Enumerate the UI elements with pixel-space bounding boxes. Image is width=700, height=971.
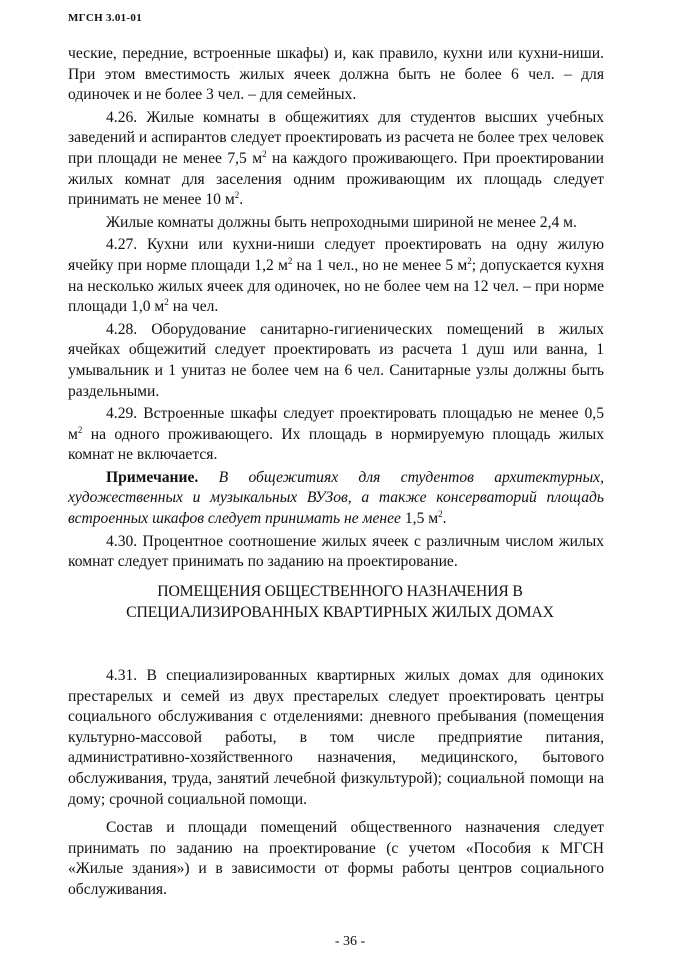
note-text: В общежитиях для студентов архитектурных, художественных и музыкальных ВУЗов, а также консерваторий площадь встроенных шкафов следует принимать не менее <box>68 468 604 528</box>
superscript: 2 <box>234 189 240 200</box>
superscript: 2 <box>262 148 267 159</box>
paragraph-4-26-part-b: на каждого проживающего. При проектировании жилых комнат для заселения одним проживающим их площадь следует принимать не менее 10 м <box>68 149 604 209</box>
paragraph-4-26-part-c: . <box>239 191 244 209</box>
note-value: 1,5 м <box>404 510 439 528</box>
note-label: Примечание. <box>106 468 199 486</box>
paragraph-4-26 <box>68 108 604 211</box>
paragraph-4-27-part-c: ; допускается кухня на несколько жилых ячеек для одиночек, но не более чем на 12 чел. – при норме площади 1,0 м <box>68 256 604 316</box>
paragraph-4-27-part-b: на 1 чел., но не менее 5 м <box>292 256 468 274</box>
paragraph-4-27-part-a: 4.27. Кухни или кухни-ниши следует проектировать на одну жилую ячейку при норме площади 1,2 м <box>68 236 604 274</box>
superscript: 2 <box>438 508 443 519</box>
paragraph-4-30: 4.30. Процентное соотношение жилых ячеек с различным числом жилых комнат следует принимать по заданию на проектирование. <box>68 532 604 571</box>
paragraph-continuation: ческие, передние, встроенные шкафы) и, как правило, кухни или кухни-ниши. При этом вместимость жилых ячеек должна быть не более 6 чел. – для одиночек и не более 3 чел. – для семейных. <box>68 45 604 104</box>
superscript: 2 <box>467 255 472 266</box>
paragraph-4-27-part-d: на чел. <box>168 298 219 316</box>
page-number: - 36 - <box>334 934 366 949</box>
superscript: 2 <box>164 296 169 307</box>
note-end: . <box>442 510 447 528</box>
paragraph-4-26-continued: Жилые комнаты должны быть непроходными шириной не менее 2,4 м. <box>106 213 577 231</box>
paragraph-4-26-part-a: 4.26. Жилые комнаты в общежитиях для студентов высших учебных заведений и аспирантов следует проектировать из расчета не более трех человек при площади не менее 7,5 м <box>68 108 604 167</box>
paragraph-4-29 <box>68 404 604 466</box>
paragraph-4-31-continued: Состав и площади помещений общественного назначения следует принимать по заданию на проектирование (с учетом «Пособия к МГСН «Жилые здания») и в зависимости от формы работы центров социального обслуживания. <box>68 819 604 898</box>
paragraph-4-29-part-a: 4.29. Встроенные шкафы следует проектировать площадью не менее 0,5 м <box>68 405 604 443</box>
section-heading: ПОМЕЩЕНИЯ ОБЩЕСТВЕННОГО НАЗНАЧЕНИЯ В СПЕЦИАЛИЗИРОВАННЫХ КВАРТИРНЫХ ЖИЛЫХ ДОМАХ <box>126 583 554 621</box>
paragraph-4-29-part-b: на одного проживающего. Их площадь в нормируемую площадь жилых комнат не включается. <box>68 425 604 464</box>
paragraph-4-31: 4.31. В специализированных квартирных жилых домах для одиноких престарелых и семей из двух престарелых следует проектировать центры социального обслуживания с отделениями: дневного пребывания (помещения культурно-массовой работы, в том числе предприятие питания, административно-хозяйственного назначения, медицинского, бытового обслуживания, труда, занятий лечебной физкультурой); социальной помощи на дому; срочной социальной помощи. <box>68 667 604 808</box>
superscript: 2 <box>287 255 293 266</box>
paragraph-4-28: 4.28. Оборудование санитарно-гигиенических помещений в жилых ячейках общежитий следует проектировать из расчета 1 душ или ванна, 1 умывальник и 1 унитаз не более чем на 6 чел. Санитарные узлы должны быть раздельными. <box>68 320 604 400</box>
section-body <box>68 666 604 901</box>
superscript: 2 <box>77 424 83 435</box>
body-text <box>68 44 604 573</box>
document-code: МГСН 3.01-01 <box>68 12 142 24</box>
note-paragraph <box>68 468 604 530</box>
paragraph-4-27 <box>68 235 604 317</box>
